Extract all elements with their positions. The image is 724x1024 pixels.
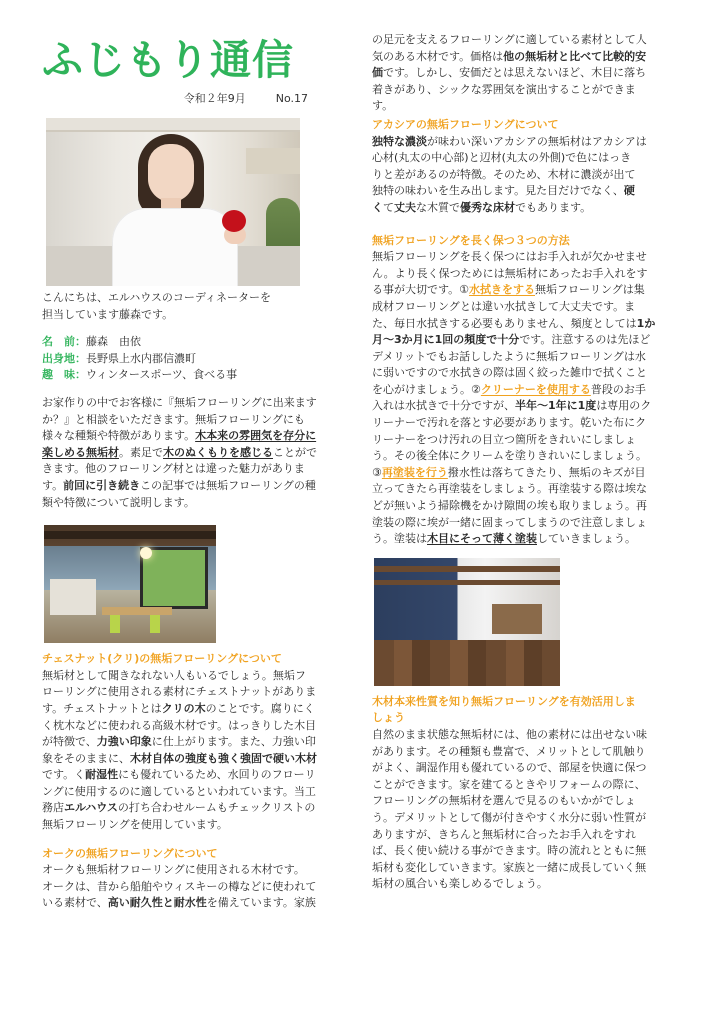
- text-run: 立ってきたら再塗装をしましょう。再塗装する際は埃な: [372, 482, 647, 496]
- text-line: [42, 395, 344, 412]
- oak-body-continued: [372, 32, 676, 115]
- text-line: [372, 316, 676, 333]
- profile-row-hobby: 趣 味：ウィンタースポーツ、食べる事: [42, 368, 238, 382]
- text-run: 垢材の風合いも楽しめるでしょう。: [372, 877, 548, 891]
- right-column: [372, 32, 676, 893]
- text-line: [372, 82, 676, 99]
- emphasis-text: 木のぬくもりを感じる: [163, 445, 273, 459]
- acacia-section: [372, 117, 676, 217]
- text-line: [372, 793, 676, 810]
- text-line: [42, 800, 344, 817]
- care-body: [372, 249, 676, 548]
- profile-row-hometown: 出身地：長野県上水内郡信濃町: [42, 351, 196, 365]
- emphasis-text: 木本来の雰囲気を存分に: [195, 429, 317, 443]
- text-line: [372, 98, 676, 115]
- text-run: きます。他のフローリング材とは違った魅力がありま: [42, 462, 305, 476]
- text-line: [42, 412, 344, 429]
- dining-room-photo: [44, 525, 216, 643]
- text-line: [42, 307, 344, 324]
- chestnut-section: [42, 651, 344, 834]
- text-line: [42, 895, 344, 912]
- text-run: 無垢フローリングを使用しています。: [42, 818, 228, 832]
- text-run: 象をそのままに、: [42, 751, 130, 765]
- text-run: 着きがあり、シックな雰囲気を演出することができま: [372, 82, 636, 96]
- text-run: く枕木などに使われる高級木材です。はっきりした木目: [42, 718, 317, 732]
- text-line: [372, 32, 676, 49]
- text-run: な木質で: [416, 200, 460, 214]
- text-run: 。素足で: [119, 445, 163, 459]
- text-run: 独特の味わいを生み出します。見た目だけでなく、: [372, 184, 624, 198]
- text-run: 普段のお手: [590, 382, 646, 396]
- text-run: 務店: [42, 801, 64, 815]
- text-line: [42, 478, 344, 495]
- text-run: りと差があるのが特徴。そのため、木材に濃淡が出て: [372, 167, 636, 181]
- text-run: ば、長く使い続ける事ができます。時の流れとともに無: [372, 844, 647, 858]
- text-run: 自然のまま状態な無垢材には、他の素材には出せない味: [372, 728, 647, 741]
- text-line: [42, 445, 344, 462]
- text-run: を備えています。家族: [206, 896, 316, 910]
- text-run: に弱いですので水拭きの際は固く絞った雑巾で拭くこと: [372, 366, 647, 380]
- text-run: 入れは水拭きで十分ですが、: [372, 399, 515, 413]
- text-line: [42, 767, 344, 784]
- text-line: [372, 760, 676, 777]
- text-run: どが無いよう掃除機をかけ隙間の埃も取りましょう。再: [372, 499, 647, 513]
- text-line: [372, 727, 676, 744]
- care-section: [372, 233, 676, 548]
- text-run: ローリングに使用される素材にチェストナットがありま: [42, 685, 317, 699]
- text-run: た、毎日水拭きする必要もありません、頻度としては: [372, 316, 637, 330]
- emphasis-text: 硬: [623, 184, 635, 198]
- text-run: こんにちは、エルハウスのコーディネーターを: [42, 291, 272, 304]
- emphasis-text: 高い耐久性と耐水性: [107, 896, 207, 910]
- intro-paragraph: [42, 395, 344, 511]
- text-run: 撥水性は落ちてきたり、無垢のキズが目: [447, 465, 646, 479]
- text-run: デメリットでもお話ししたように無垢フローリングは水: [372, 349, 646, 363]
- text-run: の足元を支えるフローリングに適している素材として人: [372, 33, 647, 46]
- text-run: リーナーをつけ汚れの目立つ箇所をきれいにしましょ: [372, 432, 636, 446]
- emphasis-text: 月～3か月に1回の頻度で十分: [372, 333, 520, 347]
- text-line: [42, 684, 344, 701]
- text-line: [372, 349, 676, 366]
- greeting: [42, 290, 344, 323]
- text-line: [372, 382, 676, 399]
- text-run: る事が大切です。①: [372, 283, 469, 297]
- text-run: す。: [42, 478, 64, 492]
- emphasis-text: 1か: [636, 316, 656, 330]
- emphasis-text: 独特な濃淡: [372, 134, 427, 148]
- text-line: [372, 810, 676, 827]
- emphasis-text: 木材自体の強度も強く強固で硬い木材: [130, 751, 317, 765]
- text-run: がよく、調湿作用も優れているので、部屋を快適に保つ: [372, 761, 647, 775]
- emphasis-text: 優秀な床材: [460, 200, 515, 214]
- text-line: [372, 498, 676, 515]
- acacia-body: [372, 134, 676, 217]
- emphasis-text: 再塗装を行う: [381, 465, 448, 479]
- text-line: [42, 428, 344, 445]
- newsletter-title: ふじもり通信: [42, 36, 294, 84]
- chestnut-heading: チェスナット(クリ)の無垢フローリングについて: [42, 652, 282, 666]
- text-run: にも優れているため、水回りのフローリ: [118, 768, 316, 782]
- text-run: ことができます。家を建てるときやリフォームの際に、: [372, 777, 646, 791]
- text-run: 心材(丸太の中心部)と辺材(丸太の外側)で色にはっき: [372, 151, 632, 165]
- text-run: オークは、昔から船舶やウィスキーの樽などに使われて: [42, 879, 317, 893]
- care-heading: 無垢フローリングを長く保つ３つの方法: [372, 233, 570, 247]
- text-run: していきましょう。: [537, 532, 636, 546]
- text-run: 無垢材として聞きなれない人もいるでしょう。無垢フ: [42, 668, 306, 682]
- emphasis-text: 木目にそって薄く塗装: [427, 532, 537, 546]
- text-line: [372, 465, 676, 482]
- text-run: この記事では無垢フローリングの種: [140, 478, 316, 492]
- oak-body: [42, 862, 344, 912]
- text-line: [42, 784, 344, 801]
- text-run: です。く: [42, 768, 86, 782]
- text-line: [372, 827, 676, 844]
- nature-heading-line-1: 木材本来性質を知り無垢フローリングを有効活用しま: [372, 694, 636, 708]
- text-line: [42, 668, 344, 685]
- emphasis-text: 力強い印象: [96, 735, 152, 749]
- text-run: が味わい深いアカシアの無垢材はアカシアは: [427, 134, 647, 148]
- emphasis-text: 丈夫: [394, 200, 416, 214]
- acacia-heading: アカシアの無垢フローリングについて: [372, 117, 559, 131]
- text-run: が特徴で、: [42, 735, 97, 749]
- text-line: [372, 365, 676, 382]
- text-line: [372, 183, 676, 200]
- emphasis-text: 楽しめる無垢材: [42, 445, 119, 459]
- text-line: [372, 744, 676, 761]
- text-run: いる素材で、: [42, 896, 108, 910]
- text-line: [42, 290, 344, 307]
- text-line: [372, 150, 676, 167]
- text-line: [372, 448, 676, 465]
- oak-section: [42, 846, 344, 912]
- text-line: [372, 843, 676, 860]
- text-run: 類や特徴について説明します。: [42, 495, 195, 509]
- living-room-photo: [374, 558, 560, 686]
- coordinator-portrait-photo: [46, 118, 300, 286]
- emphasis-text: クリの木: [161, 701, 206, 715]
- text-run: 担当しています藤森です。: [42, 307, 174, 321]
- text-run: ことがで: [273, 445, 317, 459]
- text-line: [42, 495, 344, 512]
- text-run: は専用のク: [596, 399, 652, 413]
- text-run: 様々な種類や特徴があります。: [42, 429, 196, 443]
- text-line: [372, 398, 676, 415]
- text-line: [42, 817, 344, 834]
- nature-body: [372, 727, 676, 893]
- text-run: 塗装の際に埃が一緒に固まってしまうので注意しましょ: [372, 515, 647, 529]
- text-line: [42, 751, 344, 768]
- text-line: [372, 249, 676, 266]
- text-run: す。: [372, 99, 394, 113]
- emphasis-text: 半年～1年に1度: [515, 399, 597, 413]
- text-line: [372, 282, 676, 299]
- text-run: オークも無垢材フローリングに使用される木材です。: [42, 863, 305, 877]
- text-run: のことです。腐りにく: [205, 701, 315, 715]
- emphasis-text: く: [372, 200, 383, 214]
- profile-row-name: 名 前：藤森 由依: [42, 335, 141, 349]
- text-run: があります。その種類も豊富で、メリットとして肌触り: [372, 744, 646, 758]
- masthead: [42, 32, 344, 88]
- text-run: 無垢フローリングは集: [534, 283, 645, 297]
- text-line: [42, 862, 344, 879]
- text-run: です。しかし、安価だとは思えないほど、木目に落ち: [383, 66, 647, 80]
- emphasis-text: 水拭きをする: [468, 283, 535, 297]
- text-run: ありますが、きちんと無垢材に合ったお手入れをすれ: [372, 827, 636, 841]
- nature-section: [372, 694, 676, 893]
- text-run: です。注意するのは先ほど: [519, 333, 651, 347]
- text-run: か？』と相談をいただきます。無垢フローリングにも: [42, 412, 305, 426]
- text-line: [42, 879, 344, 896]
- text-run: う。デメリットとして傷が付きやすく水分に弱い性質が: [372, 810, 647, 824]
- text-run: リーナーで汚れを落とす必要があります。乾いた布にク: [372, 416, 647, 430]
- text-line: [372, 299, 676, 316]
- text-run: でもあります。: [515, 200, 592, 214]
- emphasis-text: 他の無垢材と比べて比較的安: [503, 49, 647, 63]
- text-run: う。その後全体にクリームを塗りきれいにしましょう。: [372, 449, 647, 463]
- emphasis-text: 前回に引き続き: [63, 478, 141, 492]
- text-run: う。塗装は: [372, 532, 427, 546]
- text-run: ん。より長く保つためには無垢材にあったお手入れをす: [372, 266, 648, 280]
- text-line: [372, 65, 676, 82]
- text-line: [42, 461, 344, 478]
- emphasis-text: クリーナーを使用する: [480, 382, 591, 396]
- text-line: [372, 167, 676, 184]
- issue-number: No.17: [275, 91, 308, 105]
- text-line: [372, 200, 676, 217]
- chestnut-body: [42, 668, 344, 834]
- profile-list: [42, 334, 344, 384]
- text-run: お家作りの中でお客様に『無垢フローリングに出来ます: [42, 395, 317, 409]
- text-line: [372, 134, 676, 151]
- emphasis-text: 耐湿性: [85, 768, 119, 782]
- text-run: の打ち合わせルームもチェックリストの: [117, 801, 316, 815]
- text-run: 成材フローリングとは違い水拭きして大丈夫です。ま: [372, 299, 636, 313]
- text-line: [42, 734, 344, 751]
- text-line: [372, 266, 676, 283]
- text-line: [372, 332, 676, 349]
- issue-date: 令和２年9月: [183, 92, 246, 105]
- text-line: [372, 415, 676, 432]
- text-run: ③: [372, 465, 382, 479]
- text-run: 垢材も変化していきます。家族と一緒に成長していく無: [372, 860, 647, 874]
- apple-graphic: [222, 210, 246, 232]
- text-run: て: [383, 200, 394, 214]
- text-run: を心がけましょう。②: [372, 382, 481, 396]
- text-line: [372, 860, 676, 877]
- text-line: [372, 876, 676, 893]
- issue-info: [42, 88, 344, 108]
- nature-heading-line-2: しょう: [372, 711, 405, 725]
- text-line: [42, 718, 344, 735]
- text-run: 気のある木材です。価格は: [372, 49, 504, 63]
- text-line: [372, 481, 676, 498]
- text-run: ングに使用するのに適しているといわれています。当工: [42, 784, 316, 798]
- text-line: [372, 777, 676, 794]
- left-column: [42, 32, 344, 912]
- emphasis-text: 価: [372, 66, 383, 80]
- text-line: [372, 49, 676, 66]
- text-run: 無垢フローリングを長く保つにはお手入れが欠かせませ: [372, 250, 647, 264]
- text-run: す。チェストナットとは: [42, 701, 162, 715]
- oak-heading: オークの無垢フローリングについて: [42, 846, 218, 860]
- text-line: [372, 432, 676, 449]
- text-line: [372, 515, 676, 532]
- emphasis-text: エルハウス: [64, 801, 118, 815]
- text-run: に仕上がります。また、力強い印: [151, 735, 316, 749]
- text-run: フローリングの無垢材を選んで見るのもいかがでしょ: [372, 794, 636, 808]
- text-line: [42, 701, 344, 718]
- text-line: [372, 531, 676, 548]
